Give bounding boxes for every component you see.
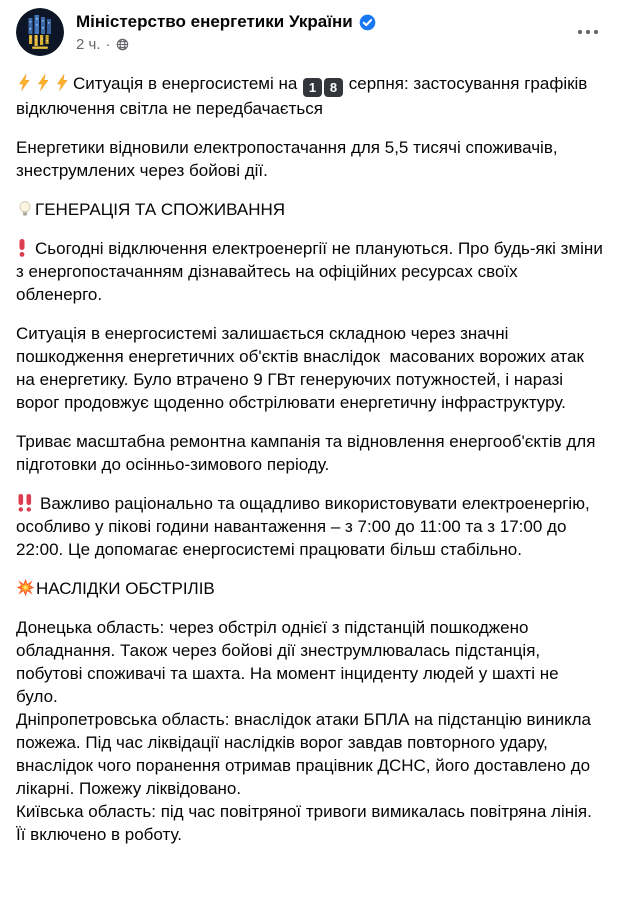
- collision-icon: [16, 578, 35, 597]
- light-bulb-icon: [16, 199, 34, 218]
- post-paragraph-situation: Ситуація в енергосистемі залишається складною через значні пошкодження енергетичних об'єктів внаслідок масованих ворожих атак на енергетику. Було втрачено 9 ГВт генеруючих потужностей, і наразі ворог продовжує щоденно обстрілювати енергетичну інфраструктуру.: [16, 324, 589, 412]
- keycap-digit-1-icon: 1: [303, 78, 322, 97]
- section-heading-shelling: [16, 577, 604, 600]
- meta-separator: ·: [105, 36, 111, 53]
- post-paragraph-repairs: Триває масштабна ремонтна кампанія та відновлення енергооб'єктів для підготовки до осінньо-зимового періоду.: [16, 432, 601, 474]
- intro-text-before-date: Ситуація в енергосистемі на: [73, 74, 303, 93]
- section-heading-generation: [16, 198, 604, 221]
- ministry-energy-logo-icon: [16, 43, 64, 56]
- post-paragraph-saving: [16, 492, 604, 561]
- globe-privacy-icon: [116, 38, 129, 51]
- post-paragraph-regions: [16, 616, 604, 846]
- post-header: [16, 8, 604, 62]
- keycap-digit-8-icon: 8: [324, 78, 343, 97]
- ellipsis-icon: [576, 22, 600, 39]
- timestamp[interactable]: 2 ч.: [76, 36, 101, 53]
- post-meta: [76, 36, 376, 53]
- post-body: [16, 72, 608, 846]
- saving-text: Важливо раціонально та ощадливо використовувати електроенергію, особливо у пікові години навантаження – з 7:00 до 11:00 та з 17:00 до 22:00. Це допомагає енергосистемі працювати більш стабільно.: [16, 494, 595, 559]
- lightning-icon: [35, 73, 53, 92]
- lightning-icon: [16, 73, 34, 92]
- post-paragraph-intro: [16, 72, 604, 120]
- post-paragraph-restored: Енергетики відновили електропостачання для 5,5 тисячі споживачів, знеструмлених через бойові дії.: [16, 138, 563, 180]
- verified-badge-icon: [359, 14, 376, 31]
- no-outages-text: Сьогодні відключення електроенергії не плануються. Про будь-які зміни з енергопостачанням дізнавайтесь на офіційних ресурсах своїх обленерго.: [16, 239, 608, 304]
- region-report-kyiv: Київська область: під час повітряної тривоги вимикалась повітряна лінія. Її включено в роботу.: [16, 802, 597, 844]
- heading-generation-text: ГЕНЕРАЦІЯ ТА СПОЖИВАННЯ: [35, 200, 286, 219]
- page-avatar[interactable]: [16, 8, 64, 56]
- region-report-dnipro: Дніпропетровська область: внаслідок атаки БПЛА на підстанцію виникла пожежа. Під час ліквідації наслідків ворог завдав повторного удару, внаслідок чого поранення отримав працівник ДСНС, його доставлено до лікарні. Пожежу ліквідовано.: [16, 710, 596, 798]
- page-name[interactable]: Міністерство енергетики України: [76, 12, 353, 31]
- lightning-icon: [54, 73, 72, 92]
- post-menu-button[interactable]: [568, 8, 604, 48]
- exclamation-mark-icon: [16, 238, 28, 257]
- double-exclamation-icon: [16, 493, 34, 512]
- region-report-donetsk: Донецька область: через обстріл однієї з підстанцій пошкоджено обладнання. Також через бойові дії знеструмлювалась підстанція, побутові споживачі та шахта. На момент інциденту людей у шахті не було.: [16, 618, 564, 706]
- intro-text-after-date: серпня: застосування графіків відключення світла не передбачається: [16, 74, 593, 118]
- heading-shelling-text: НАСЛІДКИ ОБСТРІЛІВ: [36, 579, 215, 598]
- post-paragraph-no-outages: [16, 237, 608, 306]
